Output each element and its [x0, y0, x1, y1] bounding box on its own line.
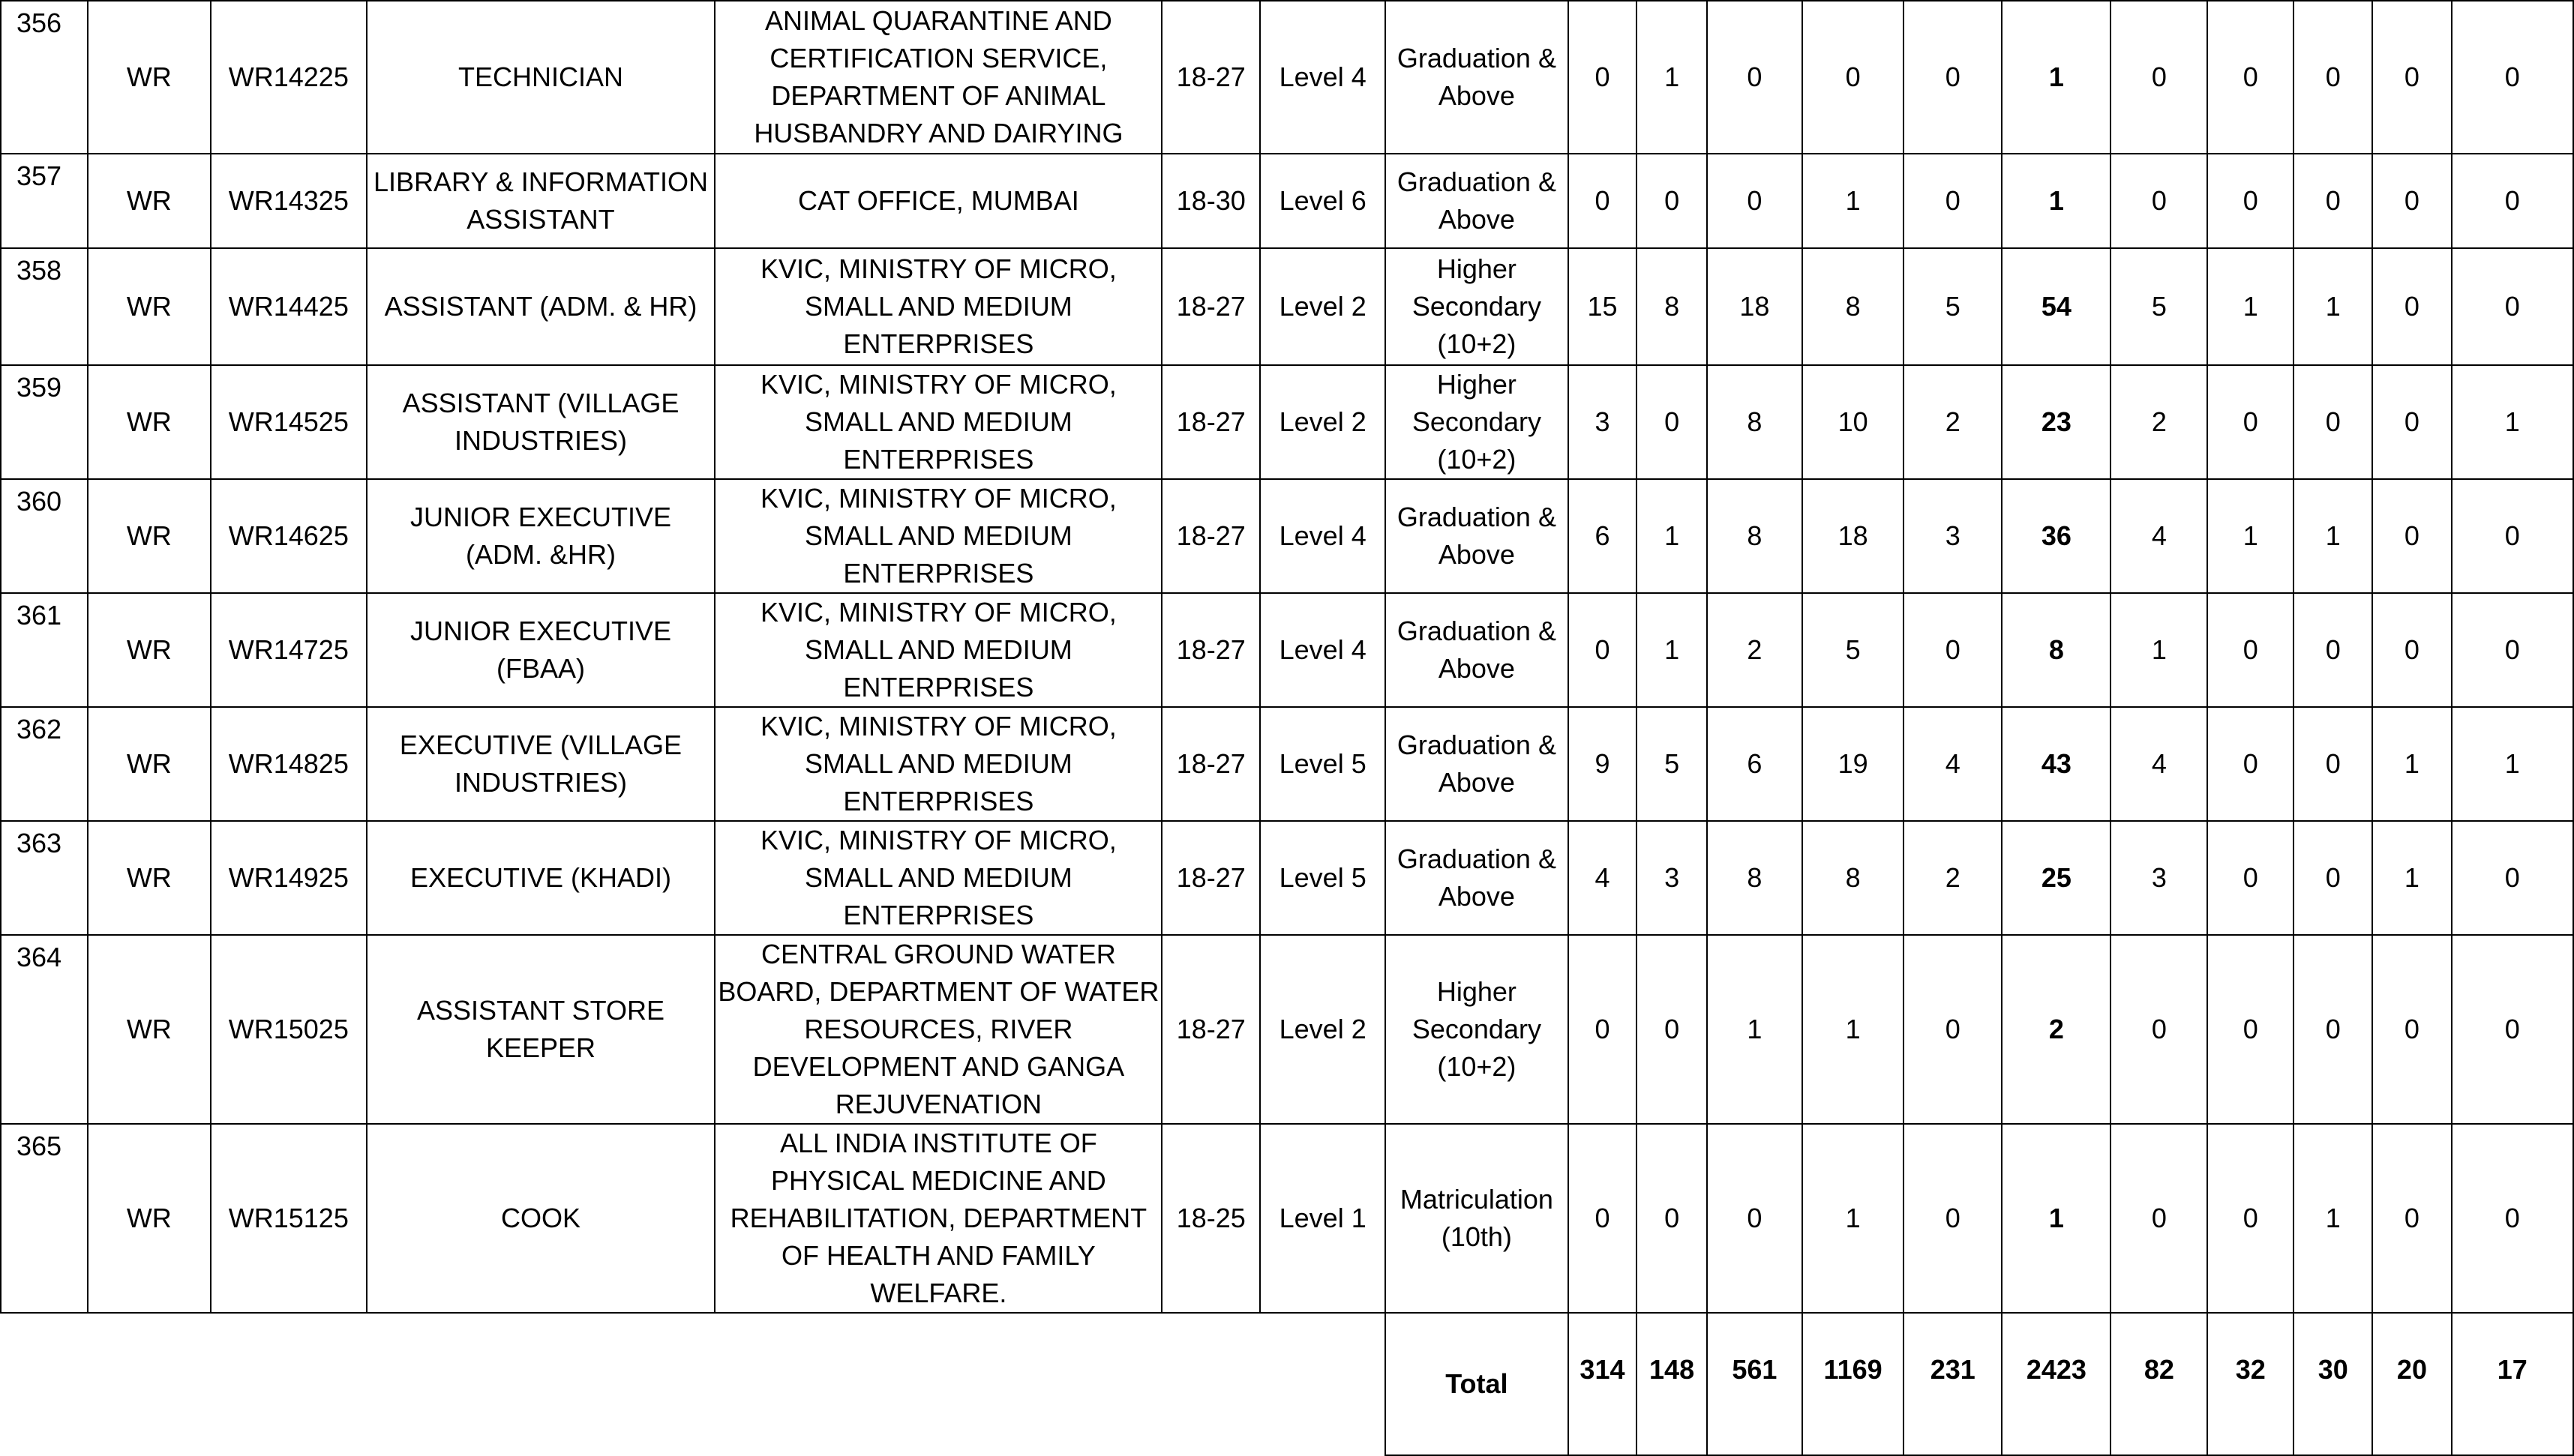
category-2-cell: 1	[1636, 479, 1707, 593]
category-9-cell: 0	[2372, 154, 2451, 248]
post-code-cell: WR14525	[211, 365, 366, 479]
category-3-cell: 0	[1707, 1124, 1802, 1313]
age-limit-cell: 18-30	[1162, 154, 1260, 248]
qualification-cell: Graduation & Above	[1385, 707, 1568, 821]
age-limit-cell: 18-27	[1162, 593, 1260, 707]
category-4-cell: 10	[1802, 365, 1904, 479]
category-2-cell: 0	[1636, 365, 1707, 479]
category-6-cell: 0	[2110, 935, 2207, 1124]
totals-c5-cell: 231	[1904, 1313, 2002, 1455]
category-3-cell: 6	[1707, 707, 1802, 821]
serial-number-cell: 363	[1, 821, 88, 935]
category-7-cell: 0	[2207, 593, 2294, 707]
region-cell: WR	[88, 479, 212, 593]
serial-number-cell: 365	[1, 1124, 88, 1313]
table-row	[1, 154, 2573, 248]
table-row	[1, 1, 2573, 154]
post-name-cell: EXECUTIVE (VILLAGE INDUSTRIES)	[367, 707, 716, 821]
category-4-cell: 18	[1802, 479, 1904, 593]
post-code-cell: WR15025	[211, 935, 366, 1124]
category-3-cell: 18	[1707, 248, 1802, 365]
totals-total-cell: 2423	[2002, 1313, 2110, 1455]
category-9-cell: 0	[2372, 248, 2451, 365]
category-8-cell: 0	[2294, 593, 2372, 707]
category-8-cell: 1	[2294, 1124, 2372, 1313]
category-2-cell: 1	[1636, 593, 1707, 707]
category-9-cell: 1	[2372, 707, 2451, 821]
category-10-cell: 0	[2452, 154, 2573, 248]
post-name-cell: ASSISTANT STORE KEEPER	[367, 935, 716, 1124]
category-2-cell: 5	[1636, 707, 1707, 821]
row-total-cell: 2	[2002, 935, 2110, 1124]
region-cell: WR	[88, 707, 212, 821]
category-9-cell: 0	[2372, 365, 2451, 479]
age-limit-cell: 18-27	[1162, 365, 1260, 479]
category-9-cell: 0	[2372, 593, 2451, 707]
category-4-cell: 1	[1802, 935, 1904, 1124]
pay-level-cell: Level 1	[1260, 1124, 1385, 1313]
category-1-cell: 4	[1568, 821, 1637, 935]
row-total-cell: 1	[2002, 1, 2110, 154]
totals-row-spacer	[1, 1313, 1385, 1455]
qualification-cell: Higher Secondary (10+2)	[1385, 365, 1568, 479]
qualification-cell: Higher Secondary (10+2)	[1385, 248, 1568, 365]
category-1-cell: 0	[1568, 154, 1637, 248]
category-10-cell: 0	[2452, 1, 2573, 154]
totals-label: Total	[1385, 1313, 1568, 1455]
category-5-cell: 2	[1904, 365, 2002, 479]
department-cell: ANIMAL QUARANTINE AND CERTIFICATION SERVICE, DEPARTMENT OF ANIMAL HUSBANDRY AND DAIRYING	[715, 1, 1162, 154]
serial-number-cell: 359	[1, 365, 88, 479]
post-name-cell: ASSISTANT (ADM. & HR)	[367, 248, 716, 365]
table-row	[1, 707, 2573, 821]
qualification-cell: Graduation & Above	[1385, 821, 1568, 935]
category-10-cell: 0	[2452, 593, 2573, 707]
category-10-cell: 1	[2452, 365, 2573, 479]
totals-c9-cell: 20	[2372, 1313, 2451, 1455]
region-cell: WR	[88, 935, 212, 1124]
table-row	[1, 365, 2573, 479]
category-7-cell: 0	[2207, 935, 2294, 1124]
totals-c2-cell: 148	[1636, 1313, 1707, 1455]
category-8-cell: 1	[2294, 479, 2372, 593]
pay-level-cell: Level 2	[1260, 248, 1385, 365]
category-1-cell: 6	[1568, 479, 1637, 593]
totals-c4-cell: 1169	[1802, 1313, 1904, 1455]
category-4-cell: 8	[1802, 821, 1904, 935]
category-8-cell: 1	[2294, 248, 2372, 365]
age-limit-cell: 18-27	[1162, 707, 1260, 821]
category-8-cell: 0	[2294, 365, 2372, 479]
category-5-cell: 3	[1904, 479, 2002, 593]
region-cell: WR	[88, 593, 212, 707]
category-5-cell: 0	[1904, 1, 2002, 154]
category-6-cell: 4	[2110, 479, 2207, 593]
row-total-cell: 1	[2002, 154, 2110, 248]
table-row	[1, 1124, 2573, 1313]
pay-level-cell: Level 2	[1260, 365, 1385, 479]
region-cell: WR	[88, 365, 212, 479]
category-3-cell: 0	[1707, 154, 1802, 248]
category-4-cell: 0	[1802, 1, 1904, 154]
serial-number-cell: 364	[1, 935, 88, 1124]
pay-level-cell: Level 6	[1260, 154, 1385, 248]
qualification-cell: Higher Secondary (10+2)	[1385, 935, 1568, 1124]
qualification-cell: Graduation & Above	[1385, 154, 1568, 248]
age-limit-cell: 18-27	[1162, 935, 1260, 1124]
post-code-cell: WR14925	[211, 821, 366, 935]
post-name-cell: JUNIOR EXECUTIVE (FBAA)	[367, 593, 716, 707]
totals-c8-cell: 30	[2294, 1313, 2372, 1455]
category-3-cell: 0	[1707, 1, 1802, 154]
category-3-cell: 8	[1707, 479, 1802, 593]
row-total-cell: 1	[2002, 1124, 2110, 1313]
category-8-cell: 0	[2294, 154, 2372, 248]
category-6-cell: 2	[2110, 365, 2207, 479]
category-2-cell: 0	[1636, 935, 1707, 1124]
category-5-cell: 0	[1904, 1124, 2002, 1313]
category-6-cell: 1	[2110, 593, 2207, 707]
category-6-cell: 4	[2110, 707, 2207, 821]
pay-level-cell: Level 4	[1260, 479, 1385, 593]
post-name-cell: ASSISTANT (VILLAGE INDUSTRIES)	[367, 365, 716, 479]
age-limit-cell: 18-27	[1162, 821, 1260, 935]
totals-row	[1, 1313, 2573, 1455]
category-9-cell: 0	[2372, 1, 2451, 154]
category-9-cell: 0	[2372, 935, 2451, 1124]
category-7-cell: 0	[2207, 821, 2294, 935]
category-3-cell: 2	[1707, 593, 1802, 707]
category-4-cell: 1	[1802, 1124, 1904, 1313]
department-cell: ALL INDIA INSTITUTE OF PHYSICAL MEDICINE AND REHABILITATION, DEPARTMENT OF HEALTH AND FAMILY WELFARE.	[715, 1124, 1162, 1313]
category-9-cell: 1	[2372, 821, 2451, 935]
category-1-cell: 0	[1568, 1124, 1637, 1313]
serial-number-cell: 358	[1, 248, 88, 365]
post-name-cell: TECHNICIAN	[367, 1, 716, 154]
age-limit-cell: 18-27	[1162, 248, 1260, 365]
age-limit-cell: 18-27	[1162, 1, 1260, 154]
category-6-cell: 5	[2110, 248, 2207, 365]
category-6-cell: 0	[2110, 154, 2207, 248]
totals-c3-cell: 561	[1707, 1313, 1802, 1455]
table-row	[1, 248, 2573, 365]
region-cell: WR	[88, 154, 212, 248]
category-1-cell: 0	[1568, 1, 1637, 154]
category-5-cell: 0	[1904, 935, 2002, 1124]
category-10-cell: 0	[2452, 479, 2573, 593]
category-2-cell: 0	[1636, 154, 1707, 248]
totals-c10-cell: 17	[2452, 1313, 2573, 1455]
table-row	[1, 935, 2573, 1124]
category-10-cell: 0	[2452, 1124, 2573, 1313]
category-5-cell: 0	[1904, 154, 2002, 248]
department-cell: KVIC, MINISTRY OF MICRO, SMALL AND MEDIUM ENTERPRISES	[715, 821, 1162, 935]
serial-number-cell: 361	[1, 593, 88, 707]
pay-level-cell: Level 4	[1260, 593, 1385, 707]
post-code-cell: WR14625	[211, 479, 366, 593]
category-8-cell: 0	[2294, 821, 2372, 935]
post-code-cell: WR14425	[211, 248, 366, 365]
department-cell: KVIC, MINISTRY OF MICRO, SMALL AND MEDIUM ENTERPRISES	[715, 593, 1162, 707]
category-6-cell: 3	[2110, 821, 2207, 935]
category-5-cell: 5	[1904, 248, 2002, 365]
category-6-cell: 0	[2110, 1124, 2207, 1313]
serial-number-cell: 362	[1, 707, 88, 821]
category-4-cell: 19	[1802, 707, 1904, 821]
region-cell: WR	[88, 1124, 212, 1313]
category-7-cell: 1	[2207, 248, 2294, 365]
totals-c7-cell: 32	[2207, 1313, 2294, 1455]
category-7-cell: 0	[2207, 707, 2294, 821]
category-2-cell: 0	[1636, 1124, 1707, 1313]
post-code-cell: WR14225	[211, 1, 366, 154]
post-name-cell: COOK	[367, 1124, 716, 1313]
category-10-cell: 0	[2452, 248, 2573, 365]
category-8-cell: 0	[2294, 935, 2372, 1124]
post-name-cell: LIBRARY & INFORMATION ASSISTANT	[367, 154, 716, 248]
category-5-cell: 0	[1904, 593, 2002, 707]
category-4-cell: 8	[1802, 248, 1904, 365]
category-9-cell: 0	[2372, 1124, 2451, 1313]
post-code-cell: WR14825	[211, 707, 366, 821]
category-7-cell: 0	[2207, 365, 2294, 479]
category-1-cell: 3	[1568, 365, 1637, 479]
category-3-cell: 1	[1707, 935, 1802, 1124]
totals-c6-cell: 82	[2110, 1313, 2207, 1455]
category-10-cell: 0	[2452, 821, 2573, 935]
category-10-cell: 0	[2452, 935, 2573, 1124]
row-total-cell: 25	[2002, 821, 2110, 935]
category-1-cell: 15	[1568, 248, 1637, 365]
category-7-cell: 0	[2207, 1124, 2294, 1313]
table-row	[1, 821, 2573, 935]
region-cell: WR	[88, 248, 212, 365]
serial-number-cell: 360	[1, 479, 88, 593]
category-5-cell: 4	[1904, 707, 2002, 821]
department-cell: KVIC, MINISTRY OF MICRO, SMALL AND MEDIUM ENTERPRISES	[715, 479, 1162, 593]
department-cell: KVIC, MINISTRY OF MICRO, SMALL AND MEDIUM ENTERPRISES	[715, 707, 1162, 821]
category-1-cell: 0	[1568, 593, 1637, 707]
category-8-cell: 0	[2294, 707, 2372, 821]
post-code-cell: WR14725	[211, 593, 366, 707]
post-code-cell: WR15125	[211, 1124, 366, 1313]
category-2-cell: 8	[1636, 248, 1707, 365]
department-cell: KVIC, MINISTRY OF MICRO, SMALL AND MEDIUM ENTERPRISES	[715, 248, 1162, 365]
post-name-cell: JUNIOR EXECUTIVE (ADM. &HR)	[367, 479, 716, 593]
qualification-cell: Graduation & Above	[1385, 593, 1568, 707]
category-9-cell: 0	[2372, 479, 2451, 593]
qualification-cell: Graduation & Above	[1385, 1, 1568, 154]
category-4-cell: 1	[1802, 154, 1904, 248]
post-code-cell: WR14325	[211, 154, 366, 248]
category-2-cell: 1	[1636, 1, 1707, 154]
department-cell: KVIC, MINISTRY OF MICRO, SMALL AND MEDIUM ENTERPRISES	[715, 365, 1162, 479]
category-1-cell: 9	[1568, 707, 1637, 821]
qualification-cell: Graduation & Above	[1385, 479, 1568, 593]
category-2-cell: 3	[1636, 821, 1707, 935]
serial-number-cell: 357	[1, 154, 88, 248]
age-limit-cell: 18-25	[1162, 1124, 1260, 1313]
category-10-cell: 1	[2452, 707, 2573, 821]
department-cell: CENTRAL GROUND WATER BOARD, DEPARTMENT OF WATER RESOURCES, RIVER DEVELOPMENT AND GANGA REJUVENATION	[715, 935, 1162, 1124]
row-total-cell: 54	[2002, 248, 2110, 365]
category-5-cell: 2	[1904, 821, 2002, 935]
category-4-cell: 5	[1802, 593, 1904, 707]
pay-level-cell: Level 2	[1260, 935, 1385, 1124]
region-cell: WR	[88, 821, 212, 935]
category-6-cell: 0	[2110, 1, 2207, 154]
category-3-cell: 8	[1707, 821, 1802, 935]
table-body	[1, 1, 2573, 1455]
region-cell: WR	[88, 1, 212, 154]
department-cell: CAT OFFICE, MUMBAI	[715, 154, 1162, 248]
category-7-cell: 0	[2207, 1, 2294, 154]
table-row	[1, 479, 2573, 593]
category-1-cell: 0	[1568, 935, 1637, 1124]
post-name-cell: EXECUTIVE (KHADI)	[367, 821, 716, 935]
qualification-cell: Matriculation (10th)	[1385, 1124, 1568, 1313]
category-8-cell: 0	[2294, 1, 2372, 154]
table-row	[1, 593, 2573, 707]
totals-c1-cell: 314	[1568, 1313, 1637, 1455]
row-total-cell: 43	[2002, 707, 2110, 821]
pay-level-cell: Level 5	[1260, 707, 1385, 821]
category-7-cell: 0	[2207, 154, 2294, 248]
row-total-cell: 23	[2002, 365, 2110, 479]
pay-level-cell: Level 4	[1260, 1, 1385, 154]
category-7-cell: 1	[2207, 479, 2294, 593]
row-total-cell: 8	[2002, 593, 2110, 707]
row-total-cell: 36	[2002, 479, 2110, 593]
age-limit-cell: 18-27	[1162, 479, 1260, 593]
category-3-cell: 8	[1707, 365, 1802, 479]
pay-level-cell: Level 5	[1260, 821, 1385, 935]
serial-number-cell: 356	[1, 1, 88, 154]
